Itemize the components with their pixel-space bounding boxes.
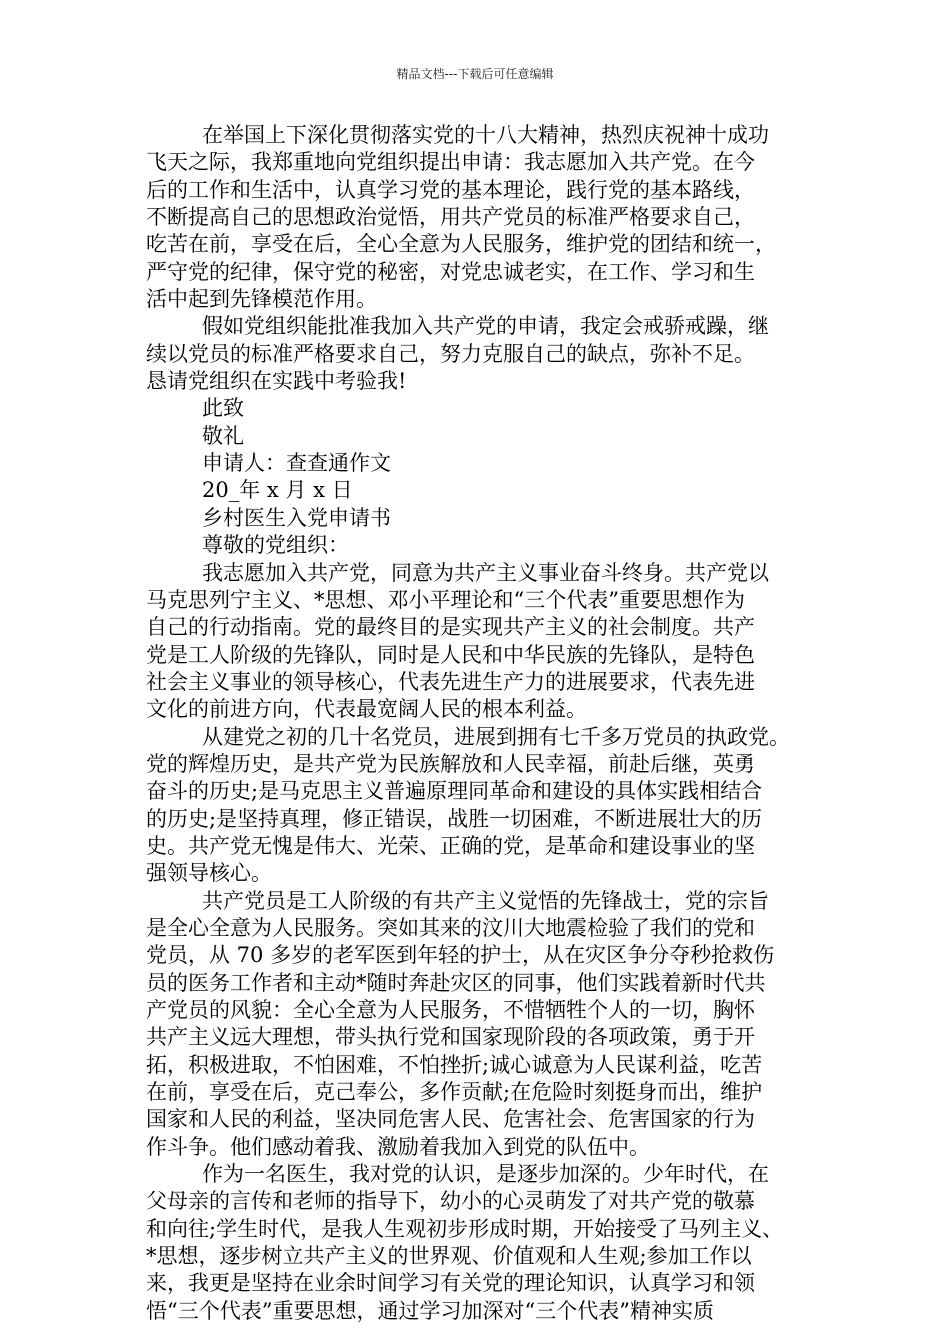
document-line: 是全心全意为人民服务。突如其来的汶川大地震检验了我们的党和	[146, 915, 755, 940]
document-line: 和向往;学生时代，是我人生观初步形成时期，开始接受了马列主义、	[146, 1216, 784, 1241]
document-line: 产党员的风貌：全心全意为人民服务，不惜牺牲个人的一切，胸怀	[146, 998, 755, 1022]
document-line: 恳请党组织在实践中考验我!	[146, 369, 407, 394]
document-line: 党员，从 70 多岁的老军医到年轻的护士，从在灾区争分夺秒抢救伤	[146, 943, 775, 968]
document-line: 不断提高自己的思想政治觉悟，用共产党员的标准严格要求自己，	[146, 205, 755, 230]
document-line: 尊敬的党组织：	[202, 533, 349, 558]
document-line: 续以党员的标准严格要求自己，努力克服自己的缺点，弥补不足。	[146, 341, 755, 366]
document-line: 社会主义事业的领导核心，代表先进生产力的进展要求，代表先进	[146, 669, 755, 694]
document-line: 飞天之际，我郑重地向党组织提出申请：我志愿加入共产党。在今	[146, 150, 755, 175]
document-line: 我志愿加入共产党，同意为共产主义事业奋斗终身。共产党以	[202, 560, 769, 585]
document-line: 党的辉煌历史，是共产党为民族解放和人民幸福，前赴后继，英勇	[146, 751, 755, 776]
document-line: 严守党的纪律，保守党的秘密，对党忠诚老实，在工作、学习和生	[146, 259, 755, 284]
document-line: 马克思列宁主义、*思想、邓小平理论和“三个代表”重要思想作为	[146, 587, 745, 612]
document-line: 强领导核心。	[146, 861, 272, 886]
document-body	[146, 122, 826, 1325]
document-line: 作斗争。他们感动着我、激励着我加入到党的队伍中。	[146, 1134, 650, 1159]
document-line: 自己的行动指南。党的最终目的是实现共产主义的社会制度。共产	[146, 615, 755, 640]
document-line: 来，我更是坚持在业余时间学习有关党的理论知识，认真学习和领	[146, 1271, 755, 1296]
document-line: 在举国上下深化贯彻落实党的十八大精神，热烈庆祝神十成功	[202, 123, 769, 147]
document-line: 作为一名医生，我对党的认识，是逐步加深的。少年时代，在	[202, 1162, 769, 1187]
page-header: 精品文档---下载后可任意编辑	[396, 67, 554, 81]
document-line: 国家和人民的利益，坚决同危害人民、危害社会、危害国家的行为	[146, 1107, 755, 1132]
document-line: 共产党员是工人阶级的有共产主义觉悟的先锋战士，党的宗旨	[202, 888, 769, 913]
document-line: 拓，积极进取，不怕困难，不怕挫折;诚心诚意为人民谋利益，吃苦	[146, 1052, 763, 1077]
document-line: 后的工作和生活中，认真学习党的基本理论，践行党的基本路线，	[146, 177, 755, 202]
document-line: 员的医务工作者和主动*随时奔赴灾区的同事，他们实践着新时代共	[146, 970, 766, 995]
document-line: 共产主义远大理想，带头执行党和国家现阶段的各项政策，勇于开	[146, 1025, 755, 1050]
document-line: 敬礼	[202, 423, 244, 448]
document-line: 文化的前进方向，代表最宽阔人民的根本利益。	[146, 697, 587, 722]
document-line: 申请人：查查通作文	[202, 451, 391, 476]
document-line: 悟“三个代表”重要思想，通过学习加深对“三个代表”精神实质	[146, 1298, 714, 1323]
document-line: 活中起到先锋模范作用。	[146, 287, 377, 312]
document-line: 乡村医生入党申请书	[202, 505, 391, 530]
document-line: 吃苦在前，享受在后，全心全意为人民服务，维护党的团结和统一，	[146, 232, 776, 257]
document-line: 从建党之初的几十名党员，进展到拥有七千多万党员的执政党。	[202, 724, 790, 749]
document-line: 20_年 x 月 x 日	[202, 478, 353, 503]
document-line: 党是工人阶级的先锋队，同时是人民和中华民族的先锋队，是特色	[146, 642, 755, 667]
document-line: 奋斗的历史;是马克思主义普遍原理同革命和建设的具体实践相结合	[146, 779, 763, 804]
document-line: *思想，逐步树立共产主义的世界观、价值观和人生观;参加工作以	[146, 1244, 752, 1269]
document-line: 父母亲的言传和老师的指导下，幼小的心灵萌发了对共产党的敬慕	[146, 1189, 755, 1214]
document-line: 假如党组织能批准我加入共产党的申请，我定会戒骄戒躁，继	[202, 314, 769, 339]
document-line: 史。共产党无愧是伟大、光荣、正确的党，是革命和建设事业的坚	[146, 833, 755, 858]
document-line: 的历史;是坚持真理，修正错误，战胜一切困难，不断进展壮大的历	[146, 806, 763, 831]
document-line: 此致	[202, 396, 244, 421]
document-line: 在前，享受在后，克己奉公，多作贡献;在危险时刻挺身而出，维护	[146, 1080, 763, 1105]
